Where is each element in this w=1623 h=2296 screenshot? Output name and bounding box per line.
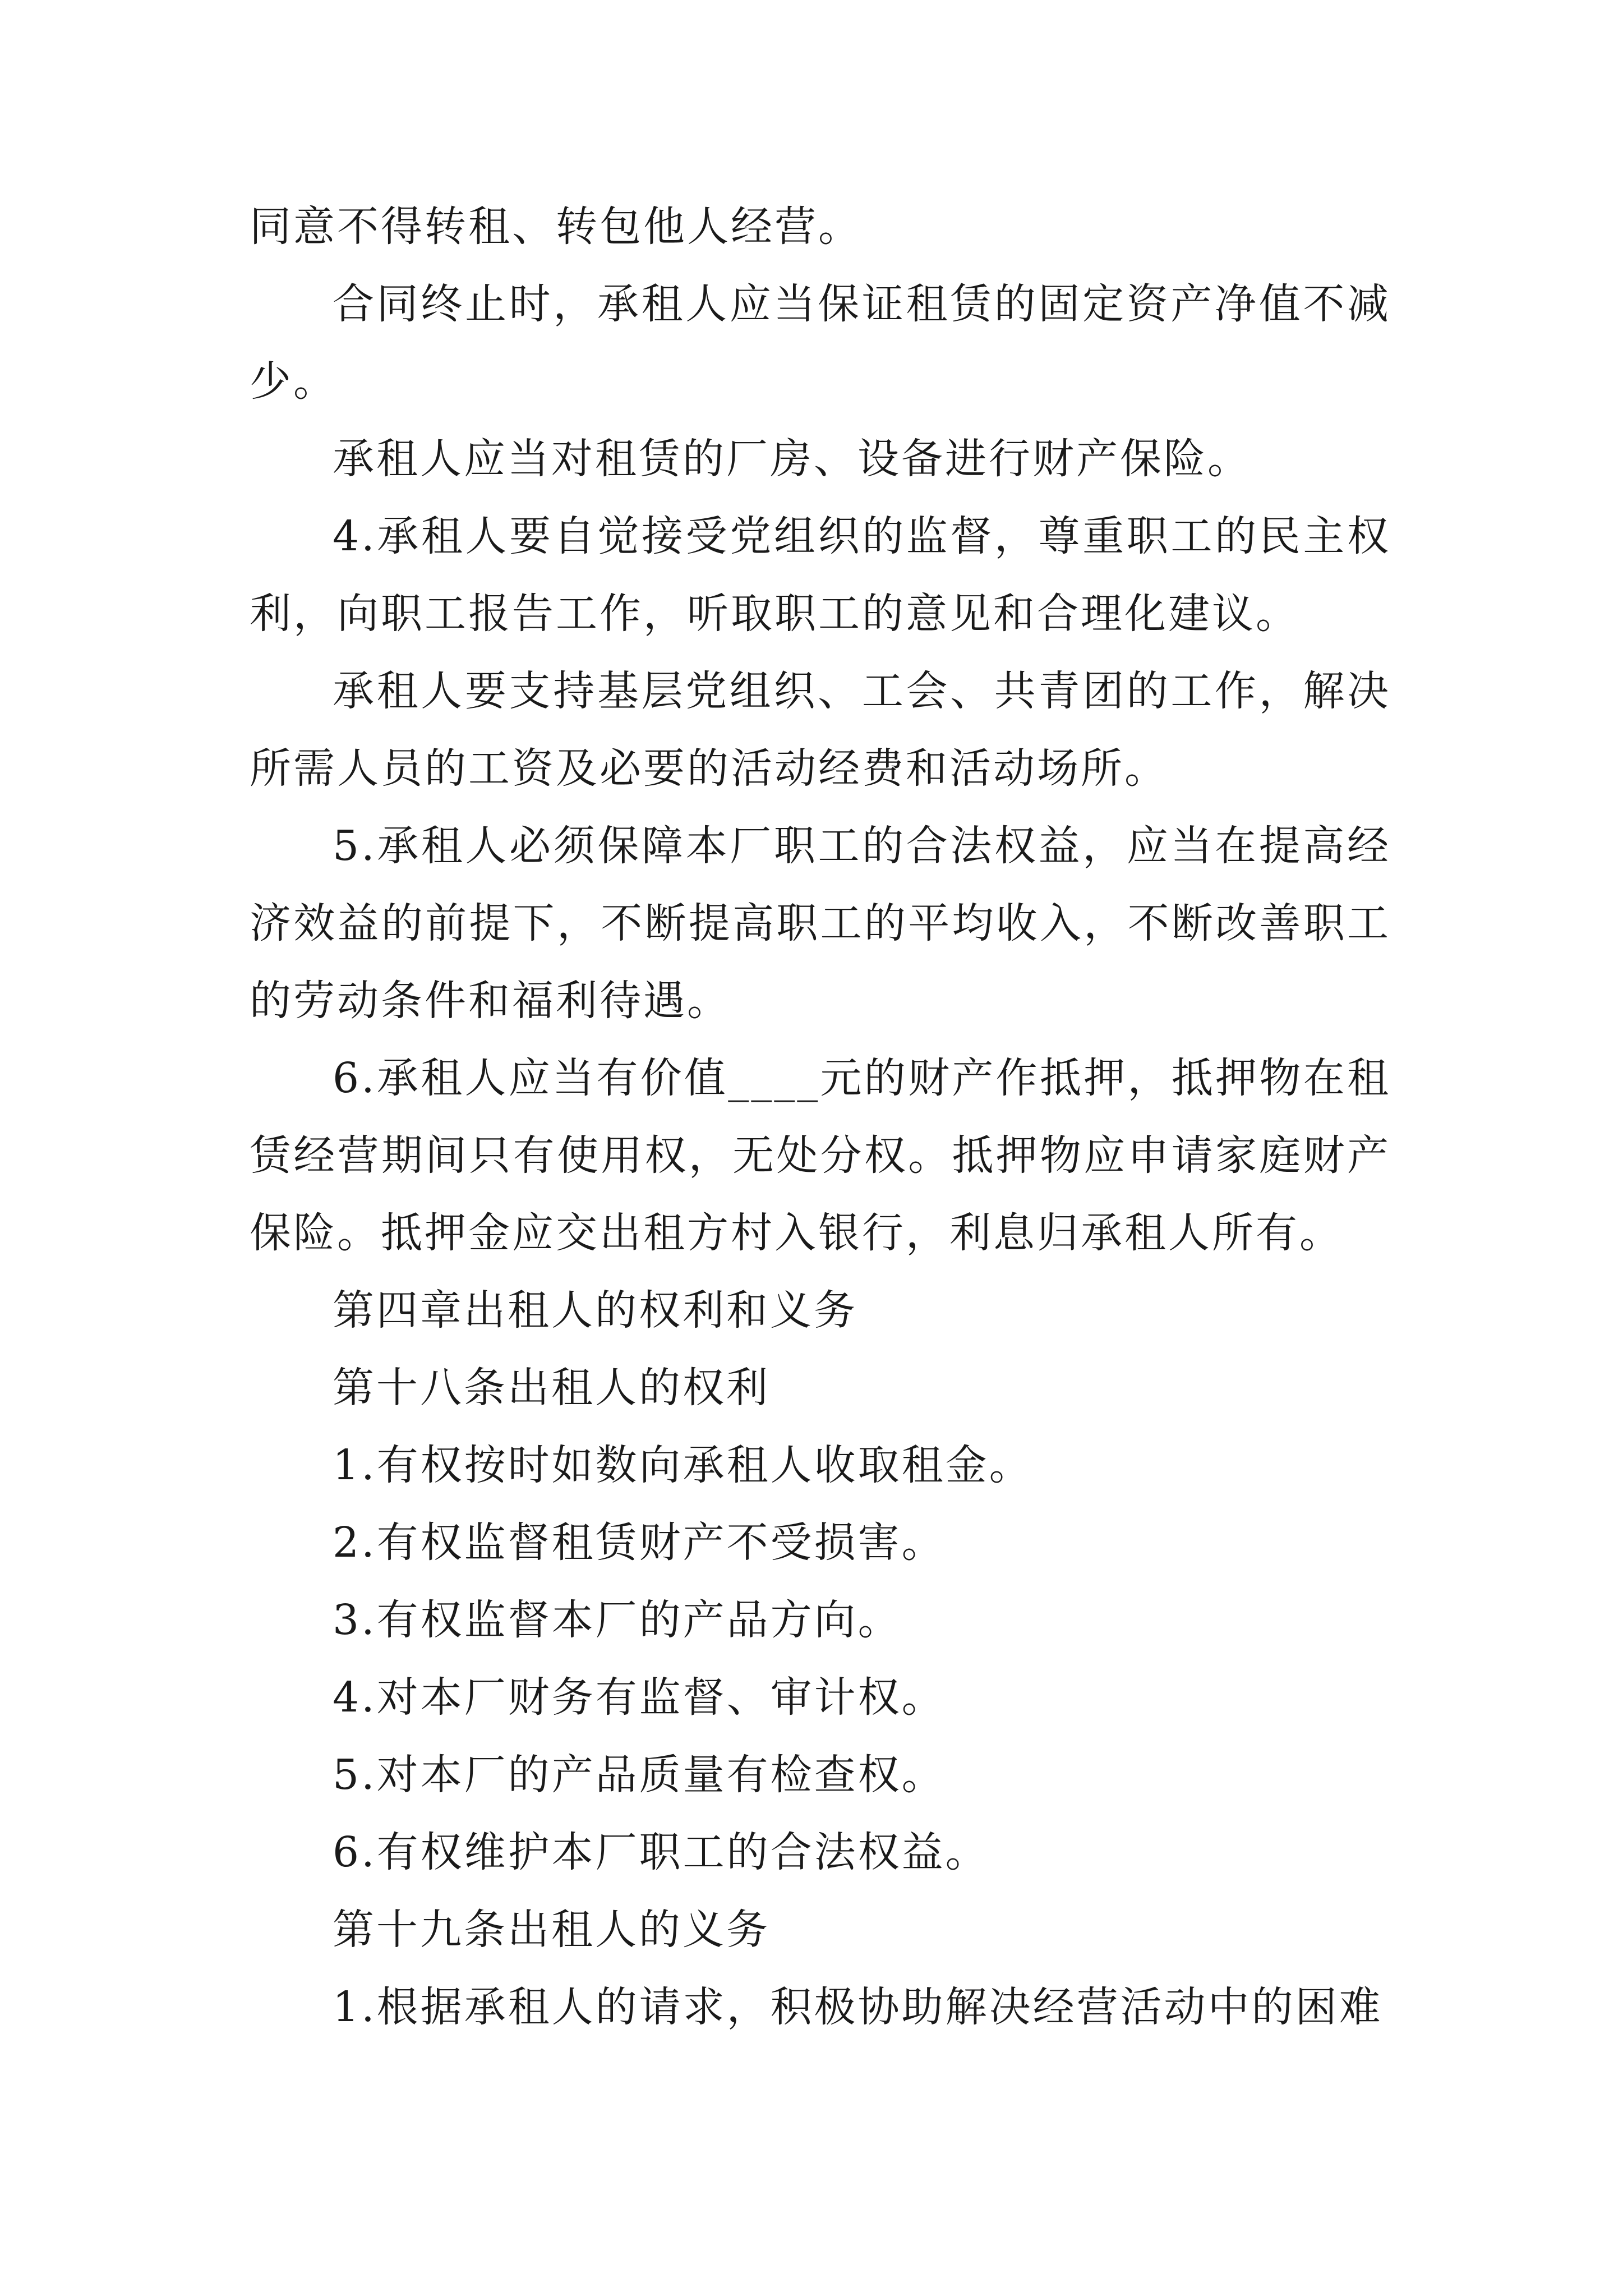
list-item: 5.对本厂的产品质量有检查权。 [333,1751,946,1799]
document-body [250,188,1391,2046]
paragraph: 5.承租人必须保障本厂职工的合法权益，应当在提高经济效益的前提下，不断提高职工的平均收入，不断改善职工的劳动条件和福利待遇。 [250,822,1391,1025]
list-item: 1.有权按时如数向承租人收取租金。 [333,1441,1033,1489]
article-heading: 第十八条出租人的权利 [333,1364,770,1412]
paragraph: 合同终止时，承租人应当保证租赁的固定资产净值不减少。 [250,280,1391,406]
paragraph: 同意不得转租、转包他人经营。 [250,203,862,251]
paragraph: 承租人应当对租赁的厂房、设备进行财产保险。 [333,435,1251,483]
chapter-heading: 第四章出租人的权利和义务 [333,1286,857,1335]
list-item: 4.对本厂财务有监督、审计权。 [333,1673,946,1722]
list-item: 1.根据承租人的请求，积极协助解决经营活动中的困难 [333,1983,1383,2031]
paragraph: 6.承租人应当有价值____元的财产作抵押，抵押物在租赁经营期间只有使用权，无处分权。抵押物应申请家庭财产保险。抵押金应交出租方村入银行，利息归承租人所有。 [250,1054,1391,1257]
article-heading: 第十九条出租人的义务 [333,1906,770,1954]
list-item: 2.有权监督租赁财产不受损害。 [333,1519,946,1567]
paragraph: 承租人要支持基层党组织、工会、共青团的工作，解决所需人员的工资及必要的活动经费和活动场所。 [250,667,1391,793]
paragraph: 4.承租人要自觉接受党组织的监督，尊重职工的民主权利，向职工报告工作，听取职工的意见和合理化建议。 [250,512,1391,638]
list-item: 3.有权监督本厂的产品方向。 [333,1596,902,1644]
list-item: 6.有权维护本厂职工的合法权益。 [333,1828,989,1876]
